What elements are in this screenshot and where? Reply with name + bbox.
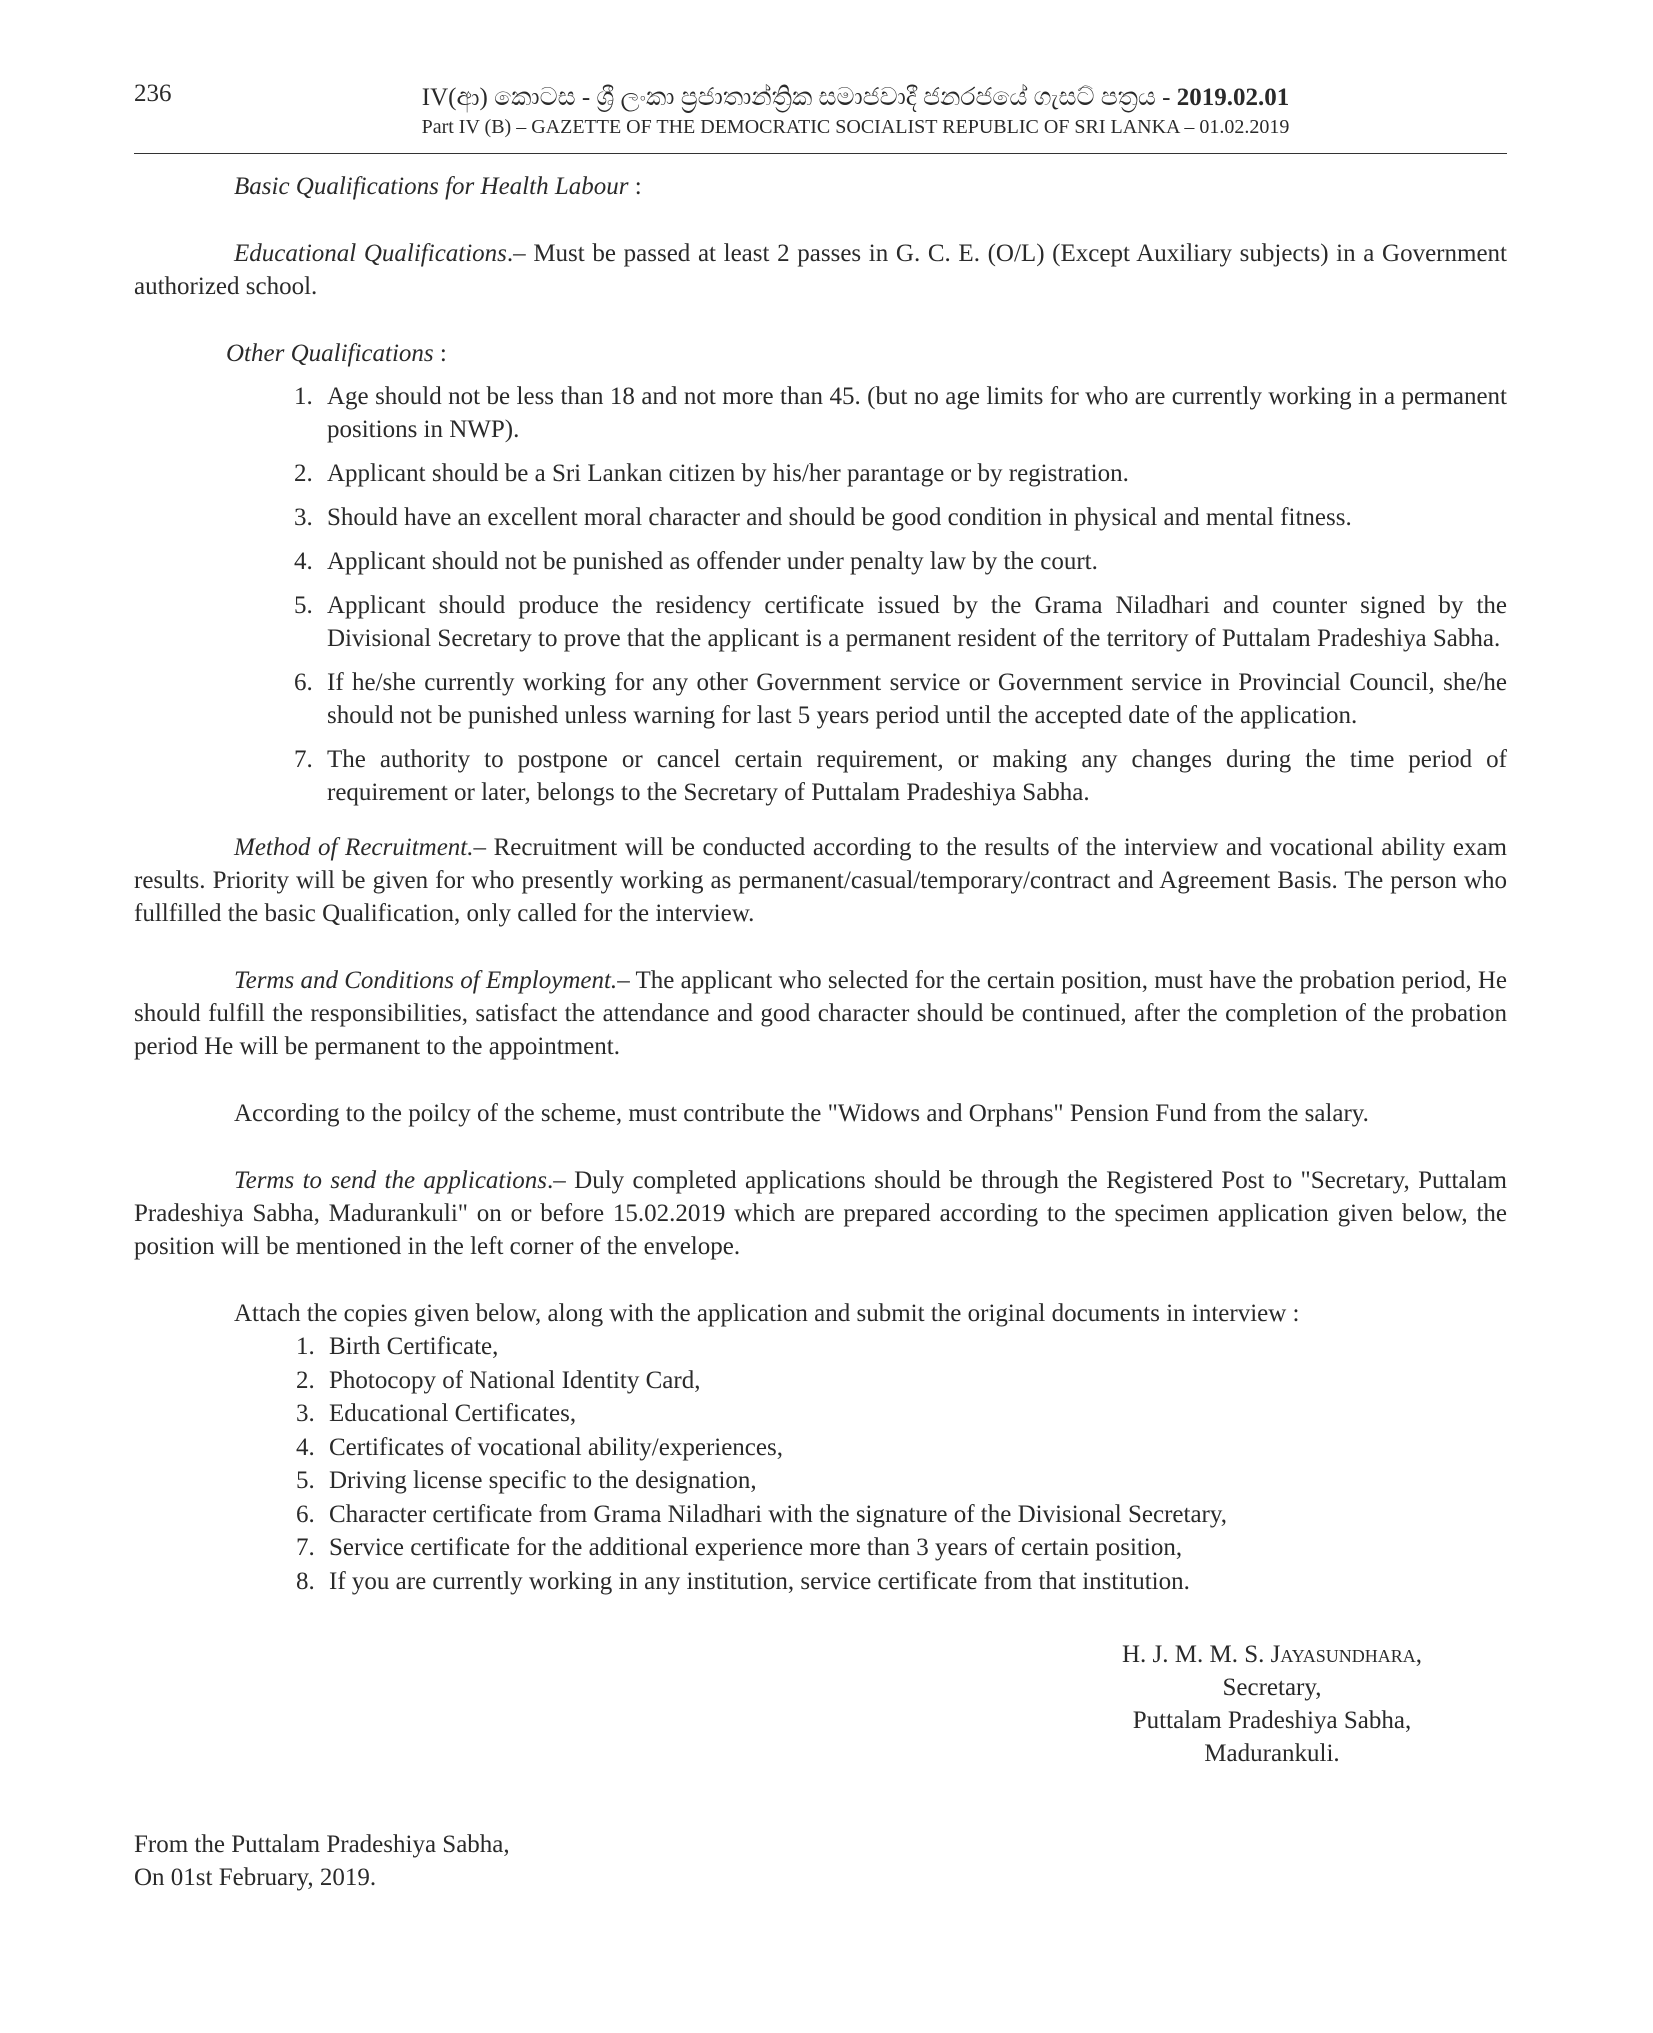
educational-qualifications: Educational Qualifications.– Must be passed at least 2 passes in G. C. E. (O/L) (Except Auxiliary subjects) in a Government authorized school. [134,240,1507,300]
signature-block [1092,1638,1452,1770]
list-item: 4. Applicant should not be punished as offender under penalty law by the court. [294,548,1098,575]
signatory-organization: Puttalam Pradeshiya Sabha, [1132,1707,1412,1734]
gazette-header-english: Part IV (B) – GAZETTE OF THE DEMOCRATIC SOCIALIST REPUBLIC OF SRI LANKA – 01.02.2019 [421,116,1290,138]
gazette-header-sinhala [134,84,1507,112]
method-of-recruitment: Method of Recruitment.– Recruitment will be conducted according to the results of the interview and vocational ability exam results. Priority will be given for who presently working as permanent/casual/temporary/contract and Agreement Basis. The person who fullfilled the basic Qualification, only called for the interview. [134,834,1507,927]
list-item: 5. Driving license specific to the designation, [296,1467,757,1494]
page-number: 236 [134,80,172,107]
sinhala-title: IV(ආ) කොටස - ශ්‍රී ලංකා ප්‍රජාතාන්ත්‍රික සමාජවාදී ජනරජයේ ගැසට් පත්‍රය - [421,84,1177,111]
pension-fund-note: According to the poilcy of the scheme, must contribute the "Widows and Orphans" Pension Fund from the salary. [234,1100,1369,1127]
list-item: 5. Applicant should produce the residency certificate issued by the Grama Niladhari and counter signed by the Divisional Secretary to prove that the applicant is a permanent resident of the territory of Puttalam Pradeshiya Sabha. [294,592,1507,652]
sinhala-date: 2019.02.01 [1176,84,1290,111]
other-qualifications-list [134,380,1507,809]
list-item: 8. If you are currently working in any institution, service certificate from that institution. [296,1567,1190,1595]
educational-text: Must be passed at least 2 passes in G. C. E. (O/L) (Except Auxiliary subjects) in a Government authorized school. [134,240,1507,300]
list-item: 4. Certificates of vocational ability/experiences, [296,1433,783,1461]
signatory-title: Secretary, [1222,1674,1322,1701]
educational-label: Educational Qualifications [234,240,507,267]
list-item: 6. Character certificate from Grama Niladhari with the signature of the Divisional Secretary, [296,1500,1228,1528]
list-item: 2. Photocopy of National Identity Card, [296,1366,701,1394]
attachments-intro: Attach the copies given below, along with the application and submit the original documents in interview : [234,1300,1300,1327]
document-body [134,170,1507,1894]
signatory-place: Madurankuli. [1204,1740,1340,1767]
list-item: 1. Age should not be less than 18 and not more than 45. (but no age limits for who are currently working in a permanent positions in NWP). [294,383,1507,443]
issuing-footer [134,1828,1507,1894]
list-item: 3. Educational Certificates, [296,1400,577,1427]
list-item: 1. Birth Certificate, [296,1333,499,1360]
terms-of-employment: Terms and Conditions of Employment.– The applicant who selected for the certain position, must have the probation period, He should fulfill the responsibilities, satisfact the attendance and good character should be continued, after the completion of the probation period He will be permanent to the appointment. [134,967,1507,1060]
list-item: 7. Service certificate for the additional experience more than 3 years of certain position, [296,1534,1183,1561]
attachments-list [134,1330,1507,1598]
terms-to-send-applications: Terms to send the applications.– Duly completed applications should be through the Registered Post to "Secretary, Puttalam Pradeshiya Sabha, Madurankuli" on or before 15.02.2019 which are prepared according to the specimen application given below, the position will be mentioned in the left corner of the envelope. [134,1167,1508,1260]
list-item: 3. Should have an excellent moral character and should be good condition in physical and mental fitness. [294,504,1352,531]
signatory-name: H. J. M. M. S. Jayasundhara, [1122,1641,1422,1668]
list-item: 6. If he/she currently working for any other Government service or Government service in Provincial Council, she/he should not be punished unless warning for last 5 years period until the accepted date of the application. [294,669,1507,729]
footer-line-2: On 01st February, 2019. [134,1864,377,1891]
other-qualifications-title: Other Qualifications : [226,340,447,367]
footer-line-1: From the Puttalam Pradeshiya Sabha, [134,1831,510,1858]
section-title: Basic Qualifications for Health Labour : [234,173,642,200]
list-item: 2. Applicant should be a Sri Lankan citizen by his/her parantage or by registration. [294,460,1129,487]
header-divider [134,153,1507,154]
list-item: 7. The authority to postpone or cancel certain requirement, or making any changes during the time period of requirement or later, belongs to the Secretary of Puttalam Pradeshiya Sabha. [294,746,1507,806]
